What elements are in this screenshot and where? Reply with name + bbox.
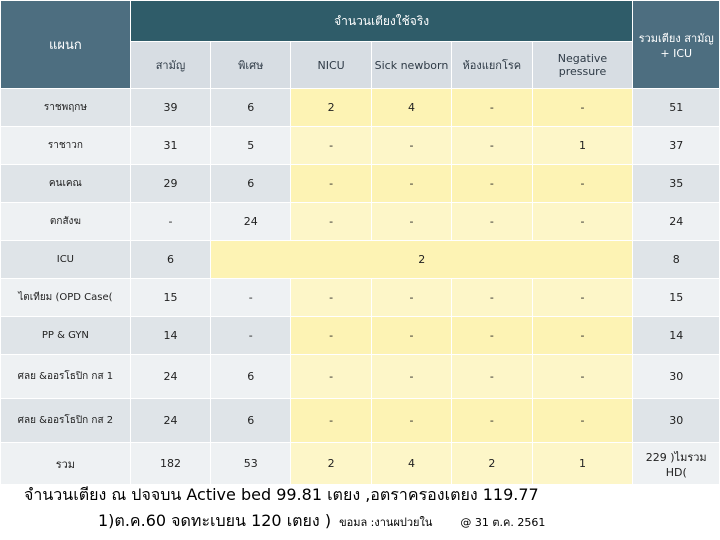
cell-special: - (211, 279, 291, 317)
cell-isolation: - (452, 165, 532, 203)
footer-registered-text: 1)ต.ค.60 จดทะเบยน 120 เตยง ) (98, 511, 332, 530)
cell-special-care-combined: 2 (211, 241, 633, 279)
col-header-special: พิเศษ (211, 42, 291, 89)
cell-negative-pressure: - (532, 317, 633, 355)
row-label: ศลย &ออรโธปิก กส 2 (1, 399, 131, 443)
cell-total: 37 (633, 127, 720, 165)
beds-in-use-header: จำนวนเตียงใช้จริง (130, 1, 633, 42)
cell-isolation: - (452, 203, 532, 241)
cell-ordinary: 182 (130, 443, 210, 485)
cell-special: - (211, 317, 291, 355)
row-label: ศลย &ออรโธปิก กส 1 (1, 355, 131, 399)
cell-isolation: - (452, 127, 532, 165)
cell-special: 53 (211, 443, 291, 485)
footer-registered-beds (0, 508, 720, 536)
cell-sick-newborn: - (371, 165, 451, 203)
cell-ordinary: 31 (130, 127, 210, 165)
cell-negative-pressure: - (532, 203, 633, 241)
department-header: แผนก (1, 1, 131, 89)
cell-nicu: 2 (291, 89, 371, 127)
footer-source-note: ขอมล :งานผปวยใน (339, 516, 433, 529)
footer-date: @ 31 ต.ค. 2561 (460, 516, 546, 529)
cell-sick-newborn: - (371, 355, 451, 399)
cell-nicu: - (291, 355, 371, 399)
col-header-negative-pressure: Negative pressure (532, 42, 633, 89)
cell-total: 8 (633, 241, 720, 279)
col-header-ordinary: สามัญ (130, 42, 210, 89)
cell-negative-pressure: - (532, 355, 633, 399)
cell-special: 6 (211, 355, 291, 399)
row-label: รวม (1, 443, 131, 485)
cell-isolation: - (452, 399, 532, 443)
table-row (1, 165, 720, 203)
row-label: ราชพฤกษ (1, 89, 131, 127)
footer-summary (0, 482, 720, 536)
cell-special: 5 (211, 127, 291, 165)
cell-isolation: - (452, 355, 532, 399)
table-row (1, 355, 720, 399)
cell-nicu: - (291, 279, 371, 317)
cell-total: 15 (633, 279, 720, 317)
table-row (1, 203, 720, 241)
cell-total: 51 (633, 89, 720, 127)
row-label: คนเคณ (1, 165, 131, 203)
cell-nicu: - (291, 203, 371, 241)
cell-ordinary: - (130, 203, 210, 241)
cell-nicu: - (291, 165, 371, 203)
cell-ordinary: 29 (130, 165, 210, 203)
row-label: ราชาวก (1, 127, 131, 165)
cell-negative-pressure: 1 (532, 127, 633, 165)
row-label: ICU (1, 241, 131, 279)
cell-total: 30 (633, 399, 720, 443)
cell-sick-newborn: - (371, 127, 451, 165)
cell-special: 6 (211, 165, 291, 203)
cell-isolation: 2 (452, 443, 532, 485)
cell-nicu: - (291, 317, 371, 355)
cell-isolation: - (452, 279, 532, 317)
cell-total: 30 (633, 355, 720, 399)
cell-total: 24 (633, 203, 720, 241)
cell-total: 35 (633, 165, 720, 203)
cell-special: 24 (211, 203, 291, 241)
cell-nicu: - (291, 399, 371, 443)
icu-row (1, 241, 720, 279)
cell-negative-pressure: - (532, 165, 633, 203)
cell-total: 14 (633, 317, 720, 355)
cell-ordinary: 15 (130, 279, 210, 317)
cell-sick-newborn: - (371, 317, 451, 355)
cell-nicu: 2 (291, 443, 371, 485)
col-header-nicu: NICU (291, 42, 371, 89)
cell-negative-pressure: - (532, 89, 633, 127)
cell-total: 229 )ไมรวม HD( (633, 443, 720, 485)
cell-sick-newborn: - (371, 203, 451, 241)
footer-active-bed: จำนวนเตียง ณ ปจจบน Active bed 99.81 เตยง ,อตราครองเตยง 119.77 (24, 485, 539, 504)
cell-sick-newborn: - (371, 279, 451, 317)
cell-sick-newborn: - (371, 399, 451, 443)
cell-ordinary: 6 (130, 241, 210, 279)
cell-ordinary: 39 (130, 89, 210, 127)
table-row (1, 89, 720, 127)
cell-ordinary: 14 (130, 317, 210, 355)
col-header-sick-newborn: Sick newborn (371, 42, 451, 89)
table-row (1, 127, 720, 165)
cell-special: 6 (211, 399, 291, 443)
table-row (1, 279, 720, 317)
cell-isolation: - (452, 317, 532, 355)
total-beds-header: รวมเตียง สามัญ + ICU (633, 1, 720, 89)
table-row (1, 399, 720, 443)
cell-negative-pressure: - (532, 399, 633, 443)
col-header-isolation: ห้องแยกโรค (452, 42, 532, 89)
row-label: ตกสังฆ (1, 203, 131, 241)
cell-sick-newborn: 4 (371, 443, 451, 485)
cell-nicu: - (291, 127, 371, 165)
cell-ordinary: 24 (130, 355, 210, 399)
cell-negative-pressure: - (532, 279, 633, 317)
cell-isolation: - (452, 89, 532, 127)
row-label: ไตเทียม (OPD Case( (1, 279, 131, 317)
cell-negative-pressure: 1 (532, 443, 633, 485)
row-label: PP & GYN (1, 317, 131, 355)
cell-special: 6 (211, 89, 291, 127)
table-row (1, 317, 720, 355)
cell-ordinary: 24 (130, 399, 210, 443)
sum-row (1, 443, 720, 485)
cell-sick-newborn: 4 (371, 89, 451, 127)
